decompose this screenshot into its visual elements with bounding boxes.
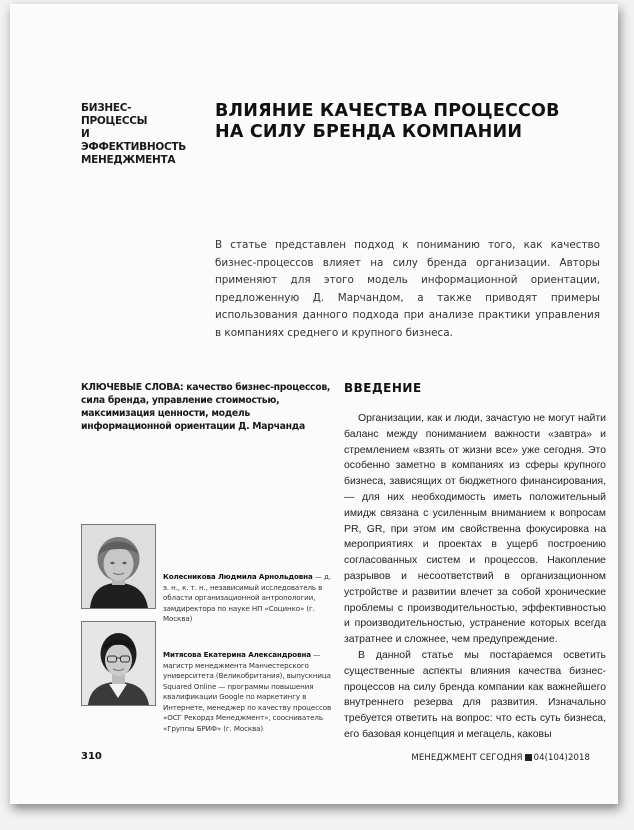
section-label: БИЗНЕС-ПРОЦЕССЫ И ЭФФЕКТИВНОСТЬ МЕНЕДЖМЕНТА [81, 102, 186, 166]
author-photo-1 [81, 524, 156, 609]
article-abstract: В статье представлен подход к пониманию того, как качество бизнес-процессов влияет на силу бренда организации. Авторы применяют для этого модель информационной ориентации, предложенную Д. Марчандом, а также приводят примеры использования данного подхода при анализе практики управления в компаниях среднего и крупного бизнеса. [215, 239, 600, 339]
journal-issue: 04(104)2018 [533, 753, 590, 763]
author-name: Колесникова Людмила Арнольдовна [163, 572, 313, 581]
square-icon [525, 754, 532, 761]
author-photo-2 [81, 621, 156, 706]
author-bio: — магистр менеджмента Манчестерского университета (Великобритания), выпускница Squared Online — программы повышения квалификации Google по маркетингу в Интернете, менеджер по качеству процессов «ОСГ Рекордз Менеджмент», соосниватель «Группы БРИФ» (г. Москва) [163, 650, 332, 733]
author-bio: — д. э. н., к. т. н., независимый исследователь в области организационной антропологии, замдиректора по науке НП «Социнко» (г. Москва) [163, 572, 331, 623]
keywords: КЛЮЧЕВЫЕ СЛОВА: качество бизнес-процессов, сила бренда, управление стоимостью, максимизация ценности, модель информационной ориентации Д. Марчанда [81, 382, 331, 432]
body-text [344, 411, 606, 743]
paragraph: Организации, как и люди, зачастую не могут найти баланс между пониманием важности «завтра» и стремлением «взять от жизни все» уже сегодня. Это особенно заметно в компаниях из сферы крупного бизнеса, зависящих от бюджетного финансирования, — для них необходимость иметь положительный имидж связана с усиленным вниманием к вопросам PR, GR, при этом им свойственна фокусировка на мероприятиях и проектах в ущерб построению согласованных систем и процессов. Накопление разрывов и несоответствий в организационном устройстве и развитии влечет за собой хронические проблемы с производительностью, эффективностью и производительностью, устранение которых всегда затратнее и сложнее, чем предупреждение. [344, 413, 606, 646]
paragraph: В данной статье мы постараемся осветить существенные аспекты влияния качества бизнес-процессов на силу бренда компании как важнейшего внутреннего резерва для развития. Изначально требуется ответить на вопрос: что есть суть бизнеса, его базовая концепция и мегацель, каковы [344, 649, 606, 740]
page-number: 310 [81, 751, 102, 762]
author-1 [163, 572, 335, 625]
intro-heading: ВВЕДЕНИЕ [344, 381, 422, 395]
journal-footer [411, 752, 590, 764]
author-name: Митясова Екатерина Александровна [163, 650, 311, 659]
article-title: ВЛИЯНИЕ КАЧЕСТВА ПРОЦЕССОВ НА СИЛУ БРЕНДА КОМПАНИИ [215, 101, 560, 142]
author-2 [163, 650, 335, 734]
journal-page [10, 4, 618, 804]
journal-name: МЕНЕДЖМЕНТ СЕГОДНЯ [411, 753, 523, 763]
